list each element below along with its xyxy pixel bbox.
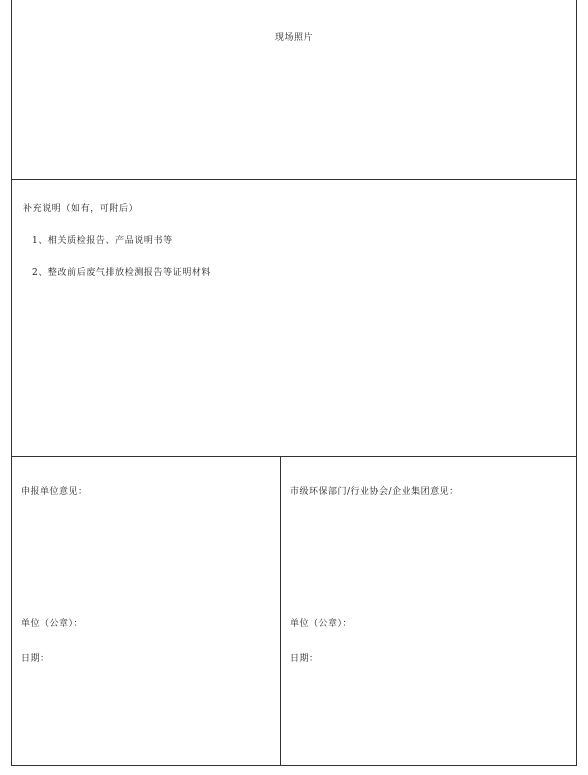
supplementary-notes-cell	[12, 180, 576, 457]
applicant-seal-label: 单位（公章）：	[21, 619, 84, 629]
authority-date-label: 日期：	[290, 654, 319, 664]
authority-opinion-heading: 市级环保部门/行业协会/企业集团意见：	[290, 487, 459, 497]
site-photo-title: 现场照片	[274, 33, 313, 43]
applicant-opinion-heading: 申报单位意见：	[21, 487, 88, 497]
applicant-opinion-cell	[12, 457, 281, 765]
application-form-table	[11, 0, 577, 766]
authority-opinion-cell	[281, 457, 576, 765]
supplementary-notes-heading: 补充说明（如有，可附后）	[23, 204, 139, 214]
supplementary-notes-item: 1、相关质检报告、产品说明书等	[32, 236, 173, 246]
authority-seal-label: 单位（公章）：	[290, 619, 353, 629]
applicant-date-label: 日期：	[21, 654, 50, 664]
site-photo-cell	[12, 0, 576, 180]
supplementary-notes-item: 2、整改前后废气排放检测报告等证明材料	[32, 268, 212, 278]
